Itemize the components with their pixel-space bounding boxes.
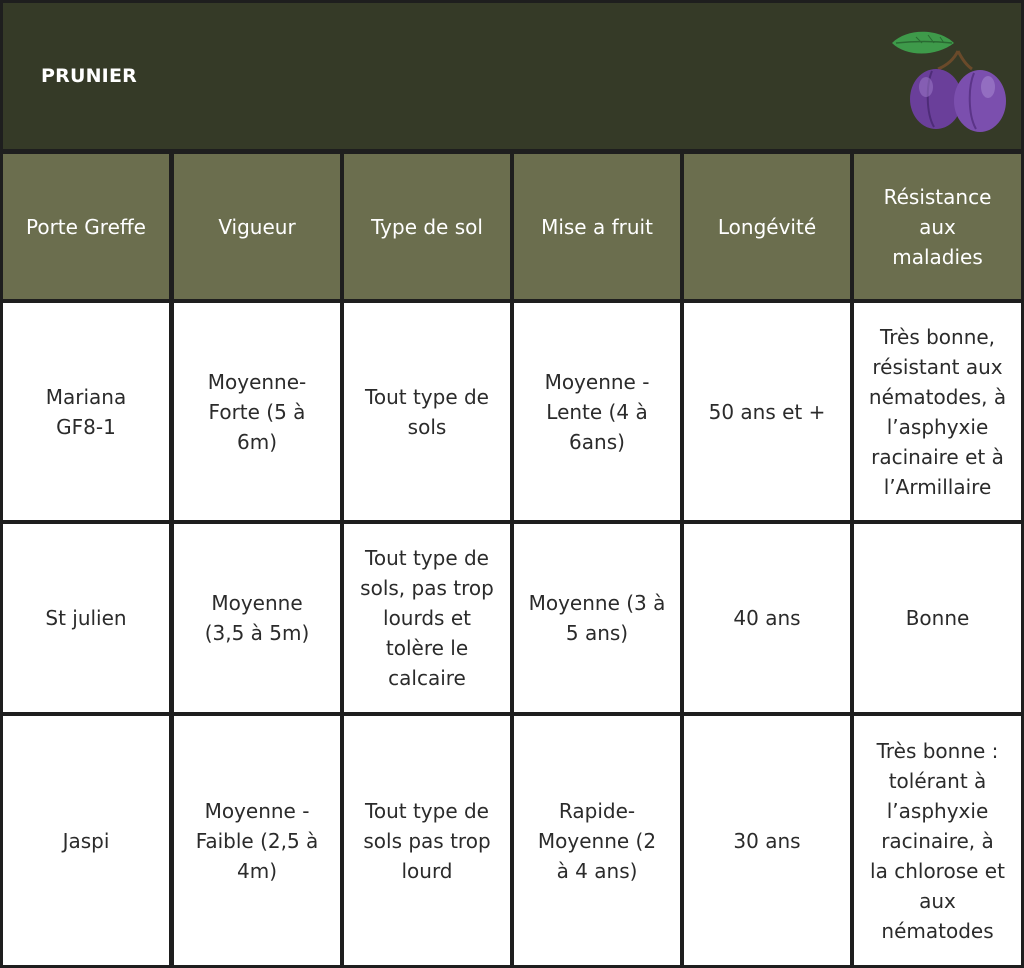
table-cell: Moyenne-Forte (5 à 6m) (174, 303, 340, 520)
table-cell: Tout type de sols (344, 303, 510, 520)
header-type-de-sol: Type de sol (344, 154, 510, 299)
title-bar (3, 3, 1021, 149)
header-resistance: Résistance aux maladies (854, 154, 1021, 299)
table-cell: 30 ans (684, 716, 850, 965)
table-cell: Moyenne - Lente (4 à 6ans) (514, 303, 680, 520)
header-longevite: Longévité (684, 154, 850, 299)
table-cell: Rapide-Moyenne (2 à 4 ans) (514, 716, 680, 965)
table-cell: Moyenne - Faible (2,5 à 4m) (174, 716, 340, 965)
header-porte-greffe: Porte Greffe (3, 154, 169, 299)
plum-fruit-icon (888, 29, 1012, 137)
table-cell: Très bonne, résistant aux nématodes, à l’asphyxie racinaire et à l’Armillaire (854, 303, 1021, 520)
table-cell: 50 ans et + (684, 303, 850, 520)
table-cell: St julien (3, 524, 169, 712)
table-cell: 40 ans (684, 524, 850, 712)
header-mise-a-fruit: Mise a fruit (514, 154, 680, 299)
table-cell: Bonne (854, 524, 1021, 712)
table-cell: Moyenne (3,5 à 5m) (174, 524, 340, 712)
table-cell: Jaspi (3, 716, 169, 965)
header-vigueur: Vigueur (174, 154, 340, 299)
table-cell: Moyenne (3 à 5 ans) (514, 524, 680, 712)
page-title: PRUNIER (41, 65, 137, 87)
table-cell: Tout type de sols, pas trop lourds et tolère le calcaire (344, 524, 510, 712)
table-cell: Très bonne : tolérant à l’asphyxie racinaire, à la chlorose et aux nématodes (854, 716, 1021, 965)
table-cell: Tout type de sols pas trop lourd (344, 716, 510, 965)
table-cell: Mariana GF8-1 (3, 303, 169, 520)
